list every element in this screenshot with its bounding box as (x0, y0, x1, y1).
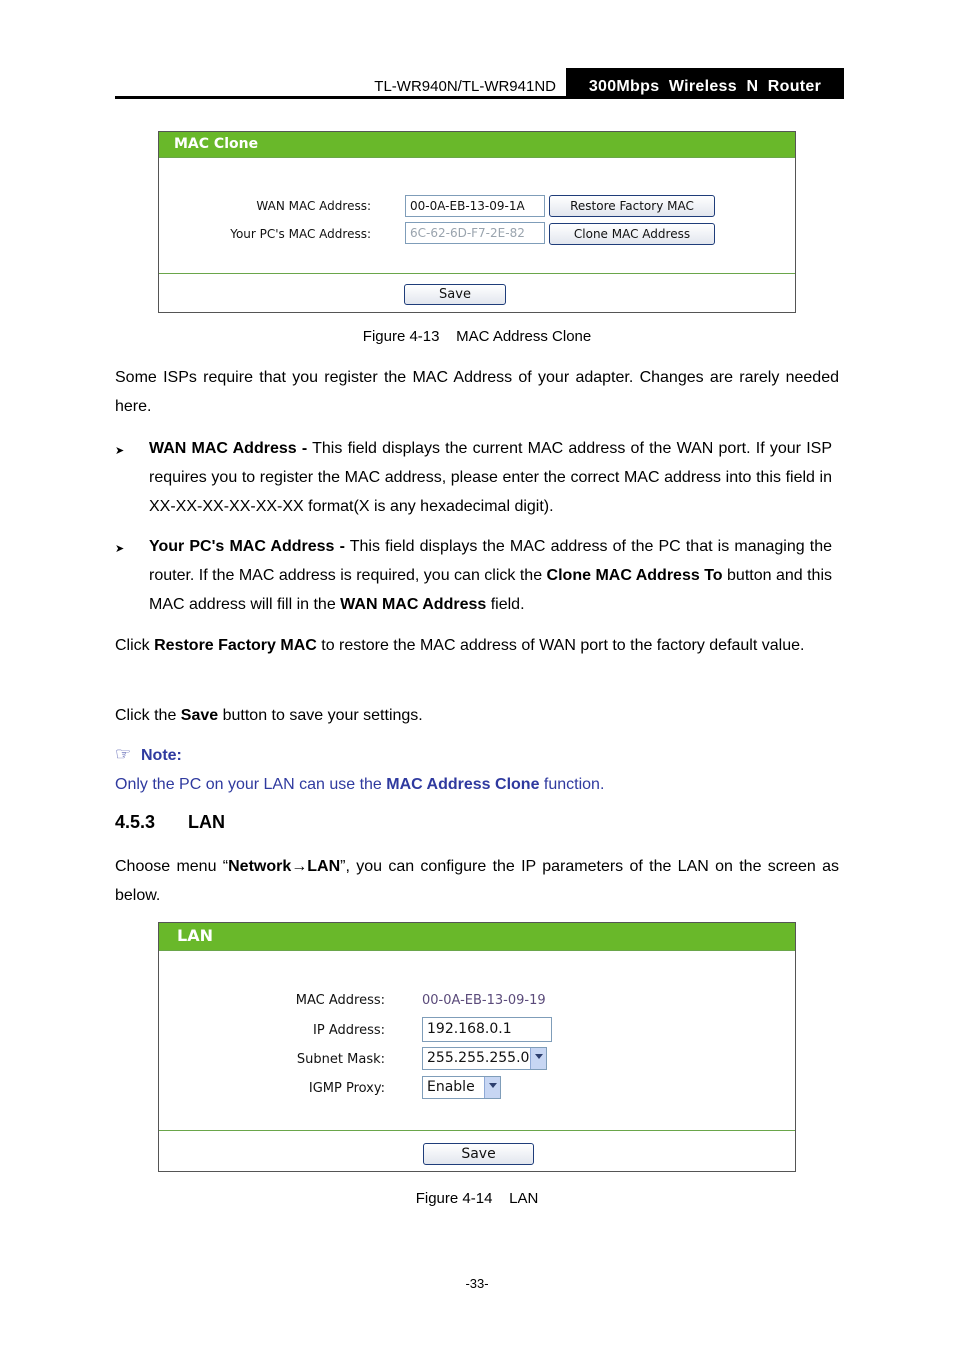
note-heading-text: Note: (141, 747, 182, 764)
page-number: -33- (465, 1276, 489, 1291)
note-text-part: function. (539, 776, 605, 793)
panel-spacer (159, 157, 795, 185)
bullet-arrow-icon: ➤ (115, 543, 125, 555)
para-bold: Network→LAN (228, 858, 341, 875)
para-text: button to save your settings. (218, 707, 423, 724)
header-rule (115, 96, 844, 99)
header-model: TL-WR940N/TL-WR941ND (374, 78, 556, 95)
save-button[interactable]: Save (404, 284, 506, 305)
restore-factory-mac-button[interactable]: Restore Factory MAC (549, 195, 715, 217)
chevron-down-icon[interactable] (484, 1077, 500, 1098)
pc-mac-label: Your PC's MAC Address: (230, 227, 371, 241)
mac-address-label: MAC Address: (295, 993, 385, 1008)
lan-panel (158, 922, 796, 1172)
bullet-text: button and this MAC address will fill in the (149, 567, 833, 613)
igmp-proxy-label: IGMP Proxy: (308, 1081, 385, 1096)
section-heading (115, 812, 225, 833)
figure-caption-lan: Figure 4-14 LAN (415, 1190, 539, 1207)
intro-paragraph: Some ISPs require that you register the MAC Address of your adapter. Changes are rarely needed here. (115, 369, 839, 415)
igmp-proxy-select[interactable] (422, 1076, 501, 1099)
para-text: Choose menu “ (115, 858, 229, 875)
panel-spacer (159, 950, 795, 980)
wan-mac-input[interactable]: 00-0A-EB-13-09-1A (405, 195, 545, 217)
panel-title: MAC Clone (159, 132, 795, 157)
header-product-title: 300Mbps Wireless N Router (566, 68, 844, 99)
mac-clone-panel (158, 131, 796, 313)
subnet-mask-select[interactable] (422, 1047, 547, 1070)
bullet-text: This field displays the current MAC address of the WAN port. If your ISP requires you to register the MAC address, please enter the correct MAC address into this field in XX-XX-XX-XX-XX-XX format(X is any hexadecimal digit). (149, 440, 833, 515)
ip-address-input[interactable]: 192.168.0.1 (422, 1017, 552, 1042)
restore-paragraph (115, 631, 832, 660)
igmp-proxy-value: Enable (427, 1079, 475, 1095)
panel-divider (159, 1130, 795, 1131)
para-bold: Save (180, 707, 219, 724)
note-heading (115, 744, 182, 765)
bullet-term: Your PC's MAC Address - (149, 538, 345, 555)
panel-title: LAN (159, 923, 795, 950)
wan-mac-label: WAN MAC Address: (256, 199, 371, 213)
clone-mac-address-button[interactable]: Clone MAC Address (549, 223, 715, 245)
note-text-part: Only the PC on your LAN can use the (115, 776, 387, 793)
bullet-arrow-icon: ➤ (115, 445, 125, 457)
panel-divider (159, 273, 795, 274)
subnet-mask-value: 255.255.255.0 (427, 1050, 530, 1066)
bullet-bold: WAN MAC Address (340, 596, 487, 613)
para-text: Click the (115, 707, 181, 724)
para-text: to restore the MAC address of WAN port to the factory default value. (316, 637, 805, 654)
note-text (115, 776, 604, 794)
pc-mac-input: 6C-62-6D-F7-2E-82 (405, 222, 545, 244)
figure-caption-mac-clone: Figure 4-13 MAC Address Clone (362, 328, 592, 345)
bullet-text: This field displays the MAC address of the PC that is managing the router. If the MAC address is required, you can click the (149, 538, 833, 584)
pointing-hand-icon: ☞ (115, 744, 132, 764)
section-number: 4.5.3 (115, 812, 156, 832)
subnet-mask-label: Subnet Mask: (296, 1052, 385, 1067)
bullet-wan-mac (149, 434, 832, 521)
save-button[interactable]: Save (423, 1143, 534, 1165)
bullet-text: field. (486, 596, 525, 613)
section-title: LAN (188, 812, 225, 832)
chevron-down-icon[interactable] (530, 1048, 546, 1069)
mac-address-value: 00-0A-EB-13-09-19 (422, 993, 546, 1008)
bullet-pc-mac (149, 532, 832, 619)
ip-address-label: IP Address: (313, 1023, 385, 1038)
lan-paragraph (115, 852, 839, 910)
bullet-bold: Clone MAC Address To (546, 567, 723, 584)
para-bold: Restore Factory MAC (154, 637, 317, 654)
note-bold: MAC Address Clone (386, 776, 540, 793)
para-text: Click (115, 637, 155, 654)
save-paragraph (115, 701, 839, 730)
para-text: ”, you can configure the IP parameters of the LAN on the screen as below. (115, 858, 840, 904)
bullet-term: WAN MAC Address - (149, 440, 308, 457)
